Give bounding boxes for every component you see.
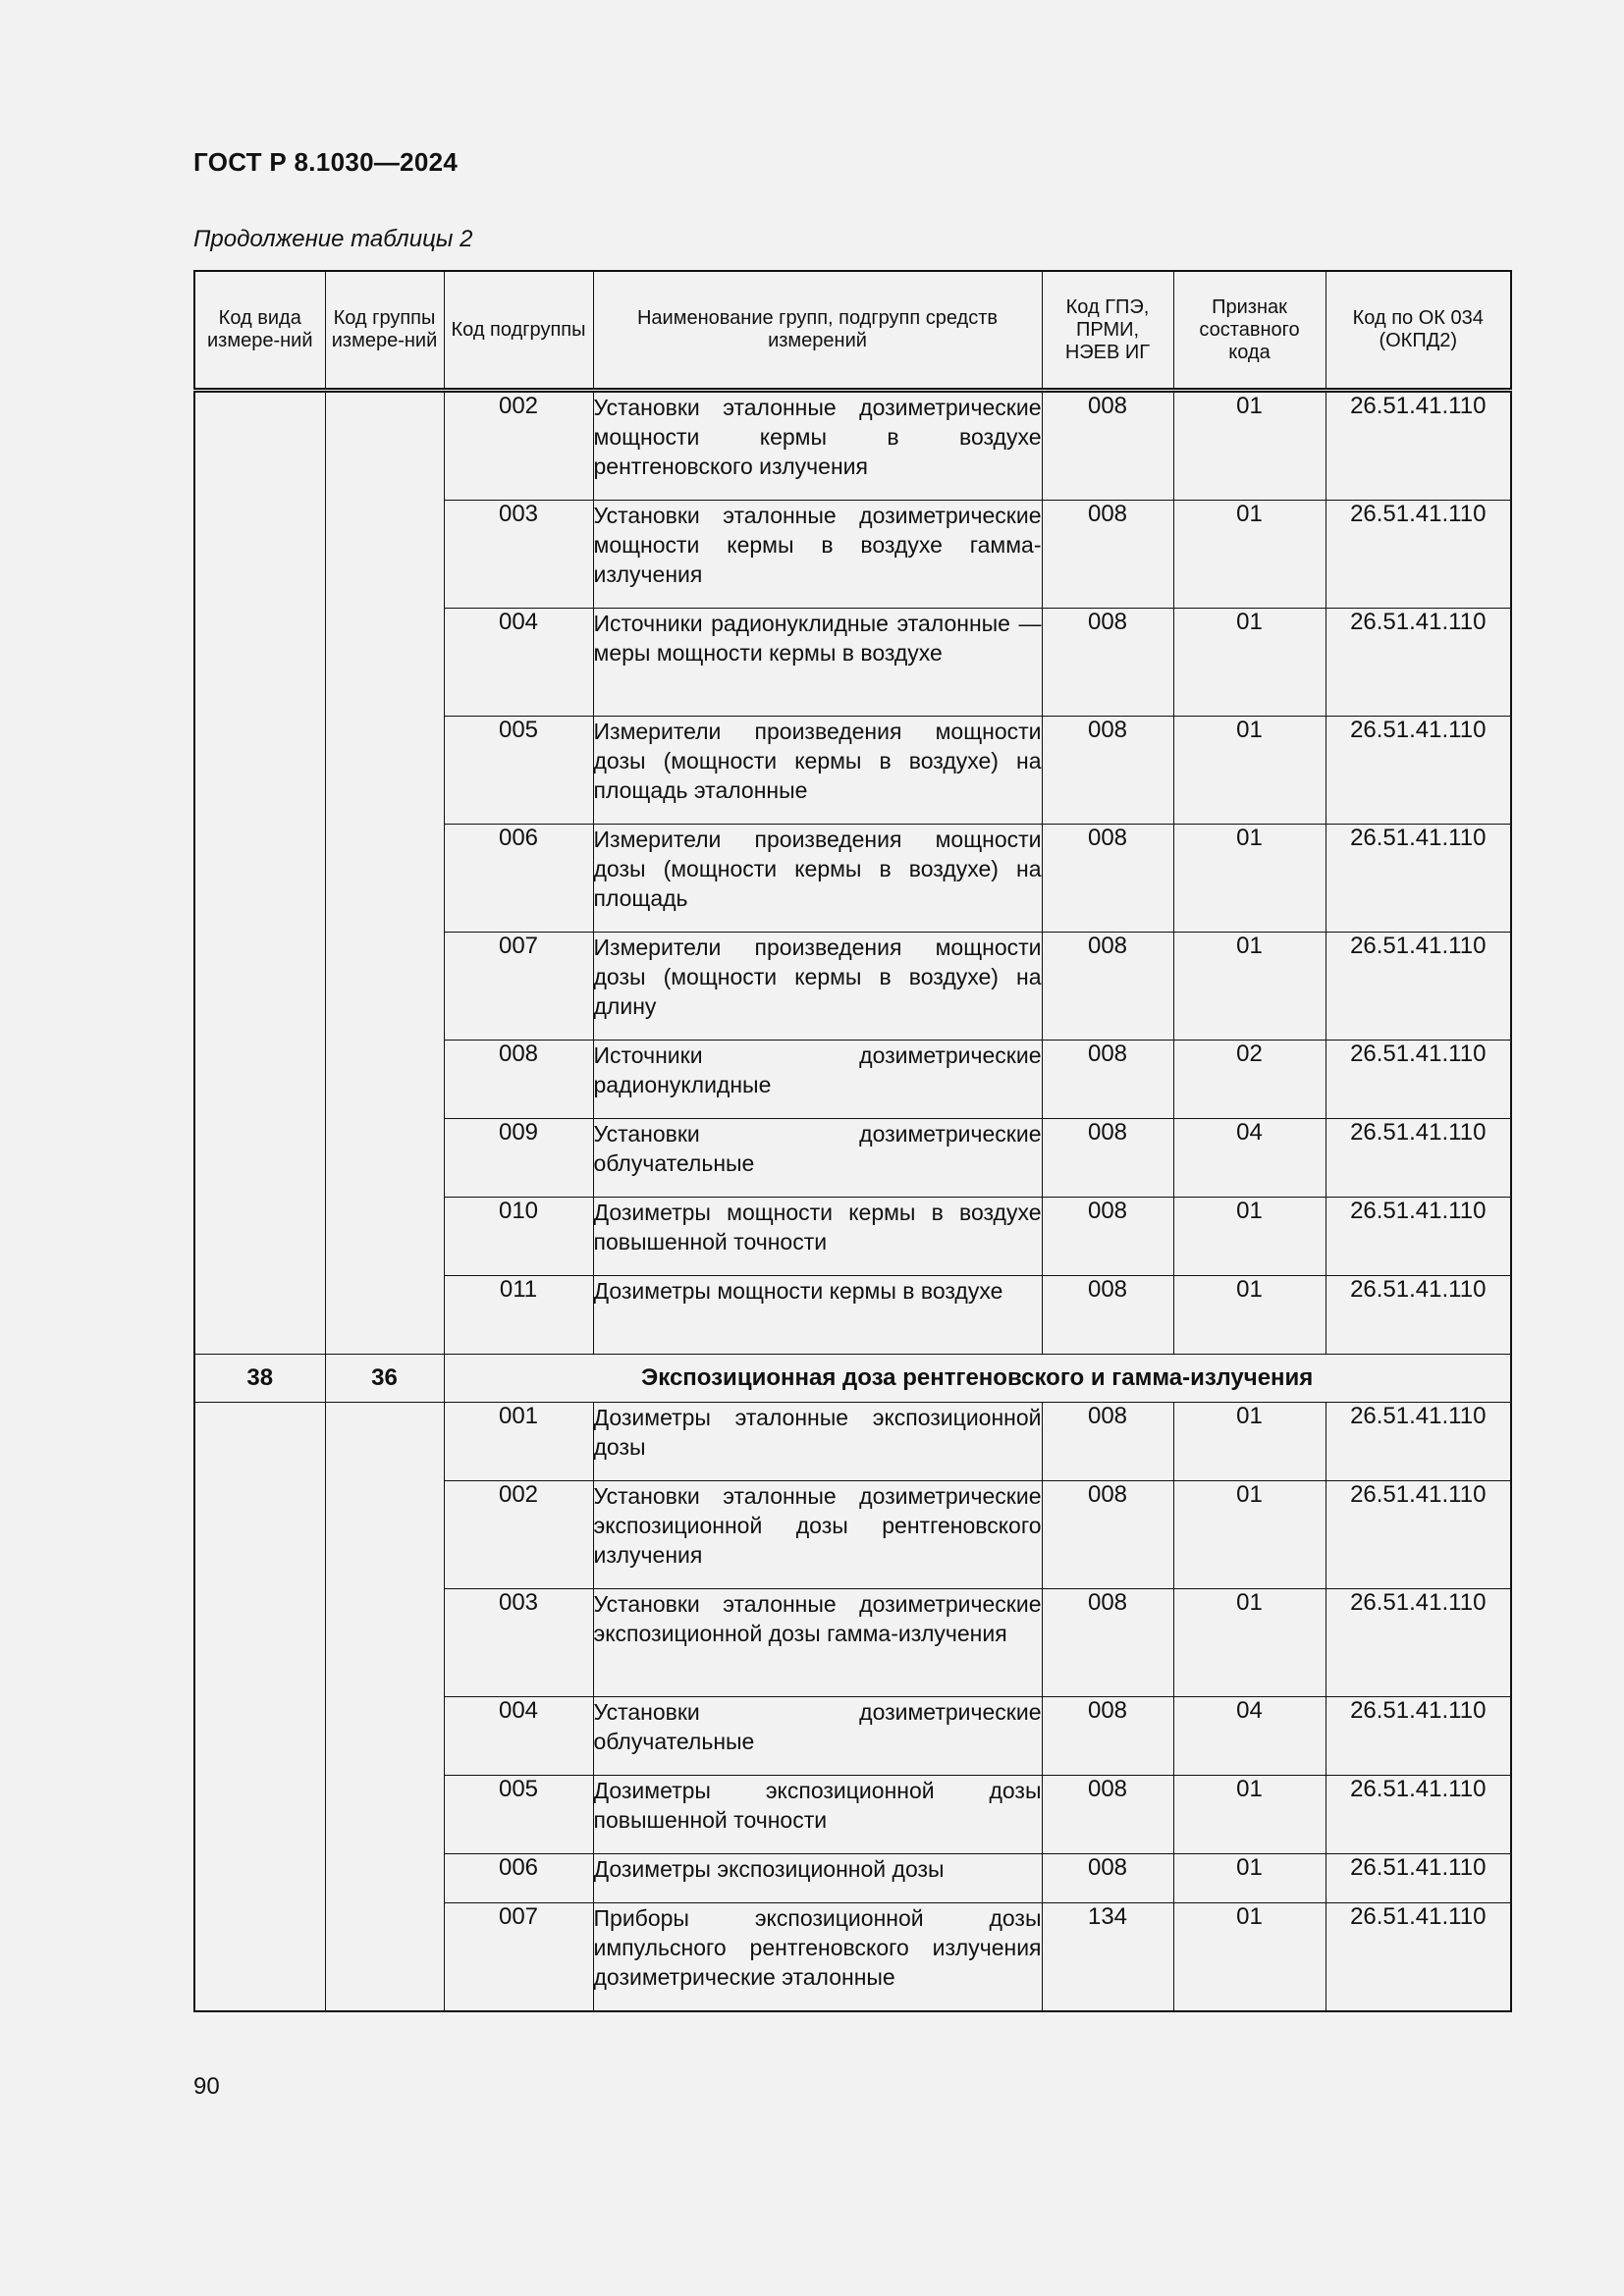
header-subgroup-code: Код подгруппы: [444, 271, 593, 391]
subgroup-code: 007: [444, 1903, 593, 2012]
subgroup-name: Установки эталонные дозиметрические мощности кермы в воздухе рентгеновского излучения: [593, 391, 1042, 501]
composite-sign: 01: [1173, 1481, 1326, 1589]
header-kind-code: Код вида измере-ний: [194, 271, 325, 391]
subgroup-code: 007: [444, 933, 593, 1041]
okpd-code: 26.51.41.110: [1326, 1481, 1511, 1589]
composite-sign: 01: [1173, 1403, 1326, 1481]
okpd-code: 26.51.41.110: [1326, 1198, 1511, 1276]
subgroup-code: 010: [444, 1198, 593, 1276]
okpd-code: 26.51.41.110: [1326, 391, 1511, 501]
subgroup-code: 004: [444, 609, 593, 717]
okpd-code: 26.51.41.110: [1326, 1403, 1511, 1481]
okpd-code: 26.51.41.110: [1326, 933, 1511, 1041]
composite-sign: 01: [1173, 825, 1326, 933]
composite-sign: 02: [1173, 1041, 1326, 1119]
empty-kind-cell: [194, 391, 325, 1355]
okpd-code: 26.51.41.110: [1326, 1697, 1511, 1776]
subgroup-name: Установки дозиметрические облучательные: [593, 1697, 1042, 1776]
subgroup-name: Источники радионуклидные эталонные — меры мощности кермы в воздухе: [593, 609, 1042, 717]
gpe-code: 008: [1042, 1041, 1173, 1119]
composite-sign: 01: [1173, 1198, 1326, 1276]
empty-kind-cell: [194, 1403, 325, 2012]
composite-sign: 01: [1173, 1776, 1326, 1854]
subgroup-code: 003: [444, 501, 593, 609]
okpd-code: 26.51.41.110: [1326, 717, 1511, 825]
okpd-code: 26.51.41.110: [1326, 501, 1511, 609]
composite-sign: 01: [1173, 1854, 1326, 1903]
subgroup-code: 006: [444, 1854, 593, 1903]
table-row: [194, 1403, 1511, 1481]
subgroup-name: Измерители произведения мощности дозы (мощности кермы в воздухе) на длину: [593, 933, 1042, 1041]
table-row: [194, 391, 1511, 501]
section-title: Экспозиционная доза рентгеновского и гамма-излучения: [444, 1355, 1511, 1403]
section-row: [194, 1355, 1511, 1403]
subgroup-name: Дозиметры экспозиционной дозы: [593, 1854, 1042, 1903]
okpd-code: 26.51.41.110: [1326, 1589, 1511, 1697]
okpd-code: 26.51.41.110: [1326, 1119, 1511, 1198]
subgroup-code: 004: [444, 1697, 593, 1776]
gpe-code: 134: [1042, 1903, 1173, 2012]
subgroup-name: Измерители произведения мощности дозы (мощности кермы в воздухе) на площадь эталонные: [593, 717, 1042, 825]
header-okpd-code: Код по ОК 034 (ОКПД2): [1326, 271, 1511, 391]
subgroup-name: Дозиметры эталонные экспозиционной дозы: [593, 1403, 1042, 1481]
composite-sign: 01: [1173, 1589, 1326, 1697]
subgroup-code: 002: [444, 391, 593, 501]
gpe-code: 008: [1042, 501, 1173, 609]
okpd-code: 26.51.41.110: [1326, 1776, 1511, 1854]
gpe-code: 008: [1042, 1276, 1173, 1355]
subgroup-code: 006: [444, 825, 593, 933]
composite-sign: 01: [1173, 933, 1326, 1041]
header-name: Наименование групп, подгрупп средств измерений: [593, 271, 1042, 391]
empty-group-cell: [325, 391, 444, 1355]
subgroup-name: Установки эталонные дозиметрические экспозиционной дозы гамма-излучения: [593, 1589, 1042, 1697]
gpe-code: 008: [1042, 1403, 1173, 1481]
okpd-code: 26.51.41.110: [1326, 609, 1511, 717]
composite-sign: 01: [1173, 1276, 1326, 1355]
composite-sign: 01: [1173, 501, 1326, 609]
subgroup-code: 009: [444, 1119, 593, 1198]
section-group-code: 36: [325, 1355, 444, 1403]
document-title: ГОСТ Р 8.1030—2024: [193, 147, 459, 177]
subgroup-code: 001: [444, 1403, 593, 1481]
composite-sign: 01: [1173, 1903, 1326, 2012]
empty-group-cell: [325, 1403, 444, 2012]
composite-sign: 01: [1173, 609, 1326, 717]
gpe-code: 008: [1042, 1697, 1173, 1776]
okpd-code: 26.51.41.110: [1326, 1903, 1511, 2012]
header-gpe-code: Код ГПЭ, ПРМИ, НЭЕВ ИГ: [1042, 271, 1173, 391]
gpe-code: 008: [1042, 717, 1173, 825]
subgroup-name: Дозиметры экспозиционной дозы повышенной точности: [593, 1776, 1042, 1854]
gpe-code: 008: [1042, 825, 1173, 933]
page-number: 90: [193, 2073, 220, 2100]
subgroup-name: Дозиметры мощности кермы в воздухе повышенной точности: [593, 1198, 1042, 1276]
gpe-code: 008: [1042, 1198, 1173, 1276]
subgroup-code: 005: [444, 1776, 593, 1854]
gpe-code: 008: [1042, 1119, 1173, 1198]
subgroup-code: 011: [444, 1276, 593, 1355]
subgroup-name: Измерители произведения мощности дозы (мощности кермы в воздухе) на площадь: [593, 825, 1042, 933]
gpe-code: 008: [1042, 1776, 1173, 1854]
okpd-code: 26.51.41.110: [1326, 1854, 1511, 1903]
gpe-code: 008: [1042, 933, 1173, 1041]
header-group-code: Код группы измере-ний: [325, 271, 444, 391]
table-caption: Продолжение таблицы 2: [193, 226, 473, 252]
okpd-code: 26.51.41.110: [1326, 1276, 1511, 1355]
subgroup-name: Установки эталонные дозиметрические мощности кермы в воздухе гамма-излучения: [593, 501, 1042, 609]
subgroup-code: 003: [444, 1589, 593, 1697]
section-kind-code: 38: [194, 1355, 325, 1403]
gpe-code: 008: [1042, 609, 1173, 717]
composite-sign: 01: [1173, 717, 1326, 825]
subgroup-code: 008: [444, 1041, 593, 1119]
header-composite-sign: Признак составного кода: [1173, 271, 1326, 391]
subgroup-name: Приборы экспозиционной дозы импульсного рентгеновского излучения дозиметрические эталонные: [593, 1903, 1042, 2012]
subgroup-name: Источники дозиметрические радионуклидные: [593, 1041, 1042, 1119]
subgroup-code: 005: [444, 717, 593, 825]
subgroup-name: Установки дозиметрические облучательные: [593, 1119, 1042, 1198]
okpd-code: 26.51.41.110: [1326, 1041, 1511, 1119]
subgroup-code: 002: [444, 1481, 593, 1589]
subgroup-name: Установки эталонные дозиметрические экспозиционной дозы рентгеновского излучения: [593, 1481, 1042, 1589]
okpd-code: 26.51.41.110: [1326, 825, 1511, 933]
composite-sign: 04: [1173, 1697, 1326, 1776]
gpe-code: 008: [1042, 1481, 1173, 1589]
gpe-code: 008: [1042, 1854, 1173, 1903]
table-header-row: [194, 271, 1511, 391]
classification-table: [193, 270, 1512, 2012]
subgroup-name: Дозиметры мощности кермы в воздухе: [593, 1276, 1042, 1355]
gpe-code: 008: [1042, 1589, 1173, 1697]
gpe-code: 008: [1042, 391, 1173, 501]
composite-sign: 04: [1173, 1119, 1326, 1198]
composite-sign: 01: [1173, 391, 1326, 501]
